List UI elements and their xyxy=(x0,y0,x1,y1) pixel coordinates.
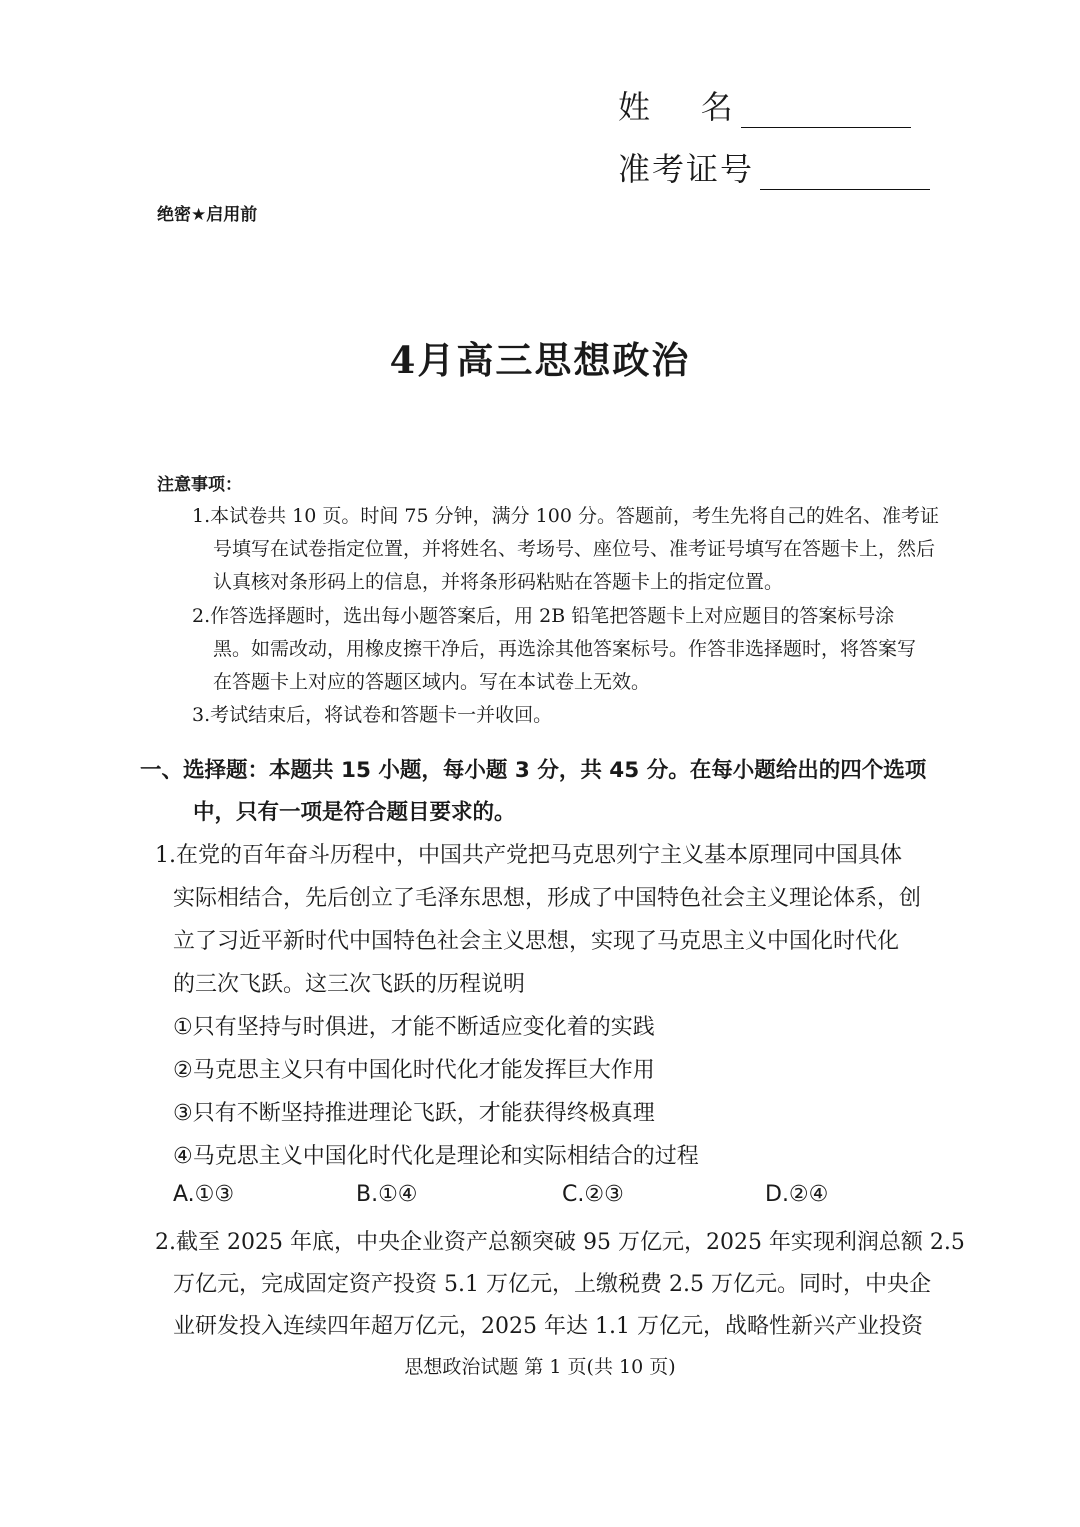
question-1-statement: ②马克思主义只有中国化时代化才能发挥巨大作用 xyxy=(173,1058,655,1083)
question-1-statement: ①只有坚持与时俱进，才能不断适应变化着的实践 xyxy=(173,1015,655,1040)
choice-a[interactable]: A.①③ xyxy=(173,1182,235,1207)
name-label: 姓 名 xyxy=(618,88,735,126)
confidential-mark: 绝密★启用前 xyxy=(157,205,258,225)
question-1-statement: ③只有不断坚持推进理论飞跃，才能获得终极真理 xyxy=(173,1101,655,1126)
page-footer: 思想政治试题 第 1 页(共 10 页) xyxy=(404,1356,676,1378)
exam-id-field[interactable] xyxy=(618,144,930,190)
choice-c[interactable]: C.②③ xyxy=(562,1182,624,1207)
notice-line: 在答题卡上对应的答题区域内。写在本试卷上无效。 xyxy=(213,671,651,693)
choice-b[interactable]: B.①④ xyxy=(356,1182,418,1207)
question-1-text: 的三次飞跃。这三次飞跃的历程说明 xyxy=(173,972,526,997)
exam-id-label: 准考证号 xyxy=(618,150,755,188)
question-1-statement: ④马克思主义中国化时代化是理论和实际相结合的过程 xyxy=(173,1144,699,1169)
page-title: 4月高三思想政治 xyxy=(389,338,691,382)
name-field[interactable] xyxy=(618,82,911,128)
question-1-text: 立了习近平新时代中国特色社会主义思想，实现了马克思主义中国化时代化 xyxy=(173,929,900,954)
question-1-text: 1.在党的百年奋斗历程中，中国共产党把马克思列宁主义基本原理同中国具体 xyxy=(155,843,902,868)
section-heading: 一、选择题：本题共 15 小题，每小题 3 分，共 45 分。在每小题给出的四个选项 xyxy=(140,758,927,783)
notice-line: 号填写在试卷指定位置，并将姓名、考场号、座位号、准考证号填写在答题卡上，然后 xyxy=(213,538,936,560)
question-2-text: 万亿元，完成固定资产投资 5.1 万亿元，上缴税费 2.5 万亿元。同时，中央企 xyxy=(173,1272,931,1297)
notice-heading: 注意事项： xyxy=(157,475,242,495)
exam-id-input-line[interactable] xyxy=(760,155,930,190)
question-2-text: 2.截至 2025 年底，中央企业资产总额突破 95 万亿元，2025 年实现利润总额 2.5 xyxy=(155,1230,965,1255)
notice-line: 2.作答选择题时，选出每小题答案后，用 2B 铅笔把答题卡上对应题目的答案标号涂 xyxy=(192,605,895,627)
question-2-text: 业研发投入连续四年超万亿元，2025 年达 1.1 万亿元，战略性新兴产业投资 xyxy=(173,1314,923,1339)
notice-line: 1.本试卷共 10 页。时间 75 分钟，满分 100 分。答题前，考生先将自己的姓名、准考证 xyxy=(192,505,939,527)
notice-line: 黑。如需改动，用橡皮擦干净后，再选涂其他答案标号。作答非选择题时，将答案写 xyxy=(213,638,917,660)
choice-d[interactable]: D.②④ xyxy=(765,1182,829,1207)
notice-line: 3.考试结束后，将试卷和答题卡一并收回。 xyxy=(192,704,553,726)
notice-line: 认真核对条形码上的信息，并将条形码粘贴在答题卡上的指定位置。 xyxy=(213,571,784,593)
name-input-line[interactable] xyxy=(741,93,911,128)
question-1-text: 实际相结合，先后创立了毛泽东思想，形成了中国特色社会主义理论体系，创 xyxy=(173,886,922,911)
section-heading-cont: 中，只有一项是符合题目要求的。 xyxy=(193,800,516,825)
